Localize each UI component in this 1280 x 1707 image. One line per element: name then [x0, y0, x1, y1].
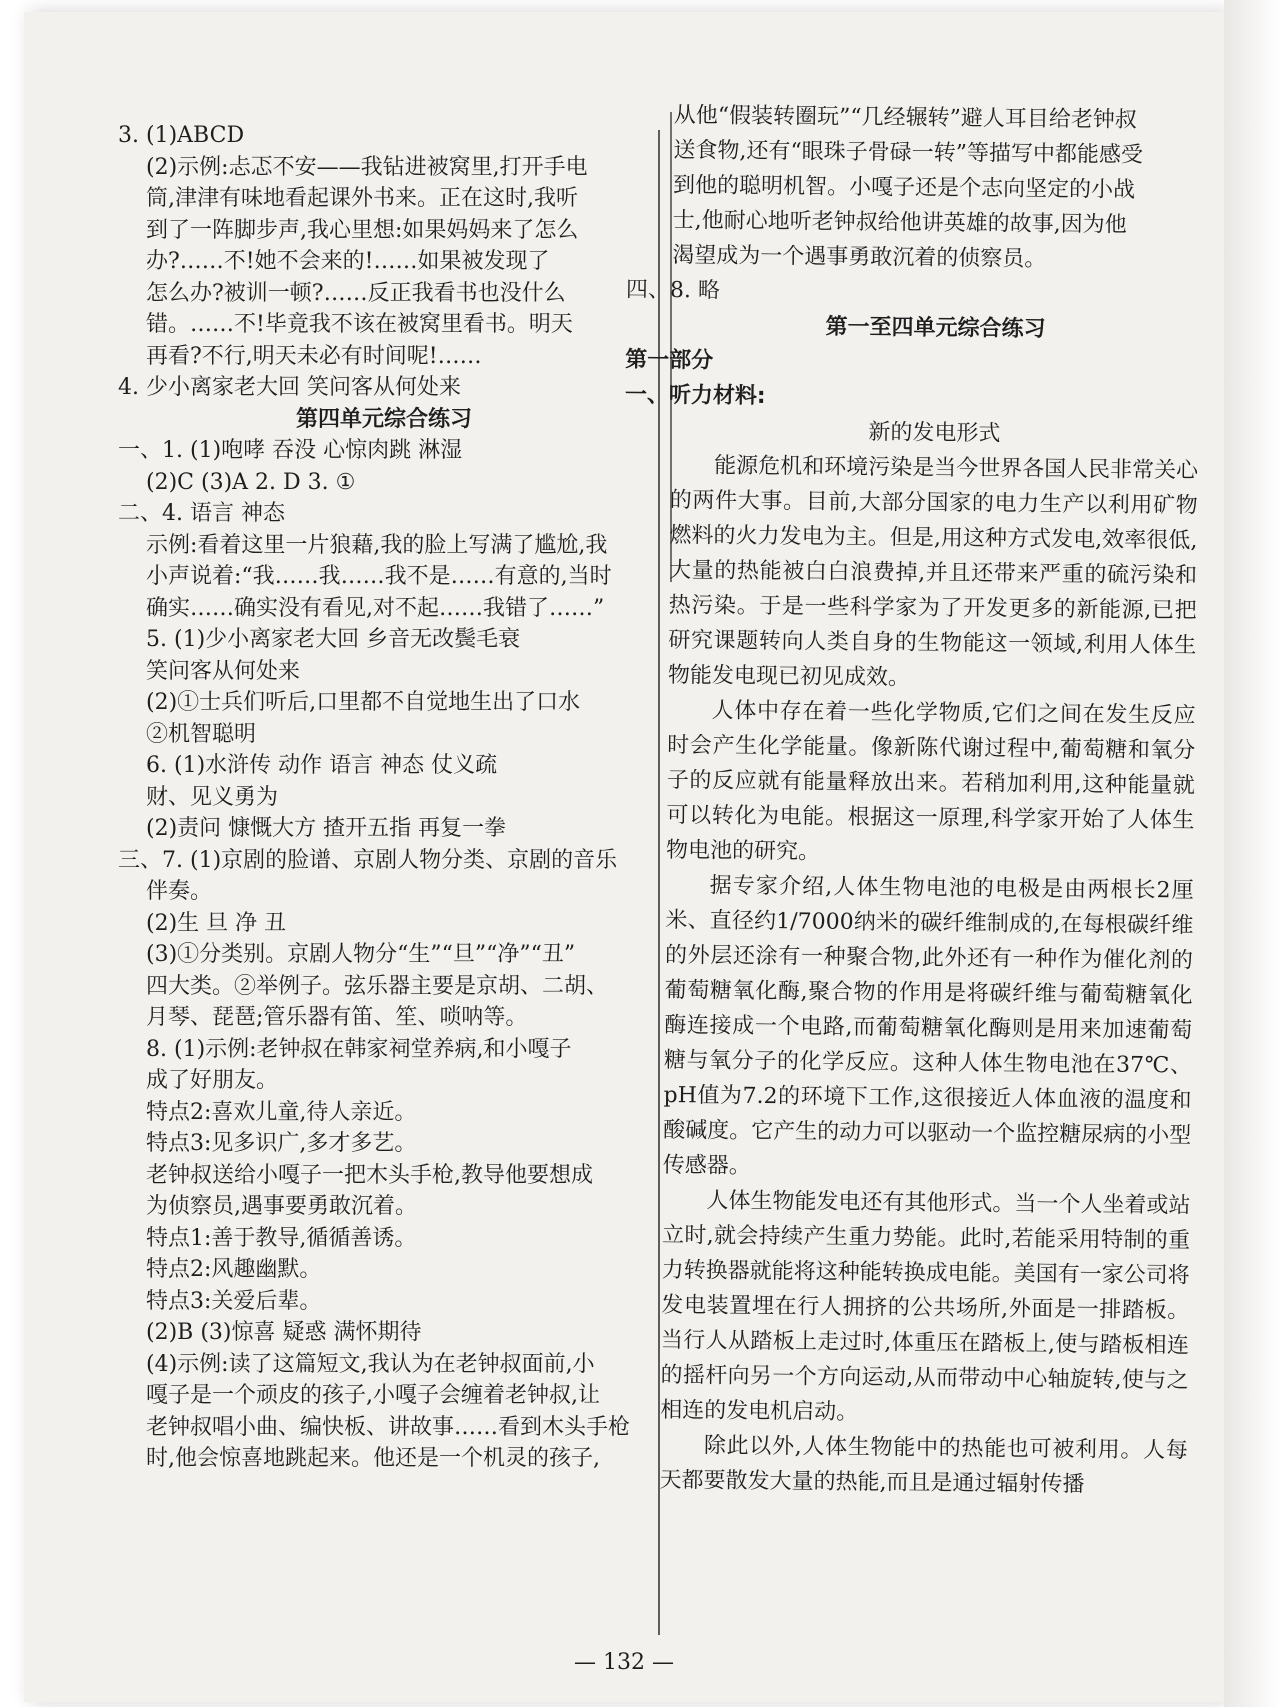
article-paragraph: 能源危机和环境污染是当今世界各国人民非常关心的两件大事。目前,大部分国家的电力生产以利用矿物燃料的火力发电为主。但是,用这种方式发电,效率很低,大量的热能被白白浪费掉,并且还带来严重的硫污染和热污染。于是一些科学家为了开发更多的新能源,已把研究课题转向人类自身的生物能这一领域,利用人体生物能发电现已初见成效。	[667, 453, 1199, 691]
text-line: (2)B (3)惊喜 疑惑 满怀期待	[146, 1320, 422, 1345]
article-title: 新的发电形式	[868, 420, 1001, 447]
text-line: 5. (1)少小离家老大回 乡音无改鬓毛衰	[146, 627, 521, 652]
text-line: (3)①分类别。京剧人物分“生”“旦”“净”“丑”	[146, 942, 576, 967]
text-line: 三、7. (1)京剧的脸谱、京剧人物分类、京剧的音乐	[118, 847, 618, 873]
text-line: 错。……不!毕竟我不该在被窝里看书。明天	[146, 312, 573, 337]
text-line: 6. (1)水浒传 动作 语言 神态 仗义疏	[146, 753, 498, 778]
text-line: 8. (1)示例:老钟叔在韩家祠堂养病,和小嘎子	[146, 1036, 572, 1062]
text-line: 笑问客从何处来	[146, 658, 301, 684]
text-line: 老钟叔送给小嘎子一把木头手枪,教导他要想成	[146, 1162, 593, 1188]
answer-column-left	[118, 120, 650, 1475]
text-line: (2)责问 慷慨大方 揸开五指 再复一拳	[146, 816, 507, 841]
text-line: 怎么办?被训一顿?……反正我看书也没什么	[146, 280, 566, 306]
article-paragraph: 人体生物能发电还有其他形式。当一个人坐着或站立时,就会持续产生重力势能。此时,若能采用特制的重力转换器就能将这种能转换成电能。美国有一家公司将发电装置埋在行人拥挤的公共场所,外面是一排踏板。当行人从踏板上走过时,体重压在踏板上,使与踏板相连的摇杆向另一个方向运动,从而带动中心轴旋转,使与之相连的发电机启动。	[660, 1188, 1191, 1426]
text-line: 为侦察员,遇事要勇敢沉着。	[146, 1194, 417, 1219]
text-line: 到了一阵脚步声,我心里想:如果妈妈来了怎么	[146, 217, 579, 243]
text-line: ②机智聪明	[146, 721, 257, 747]
listening-label: 一、听力材料:	[624, 382, 766, 409]
section-title: 第一至四单元综合练习	[825, 314, 1046, 342]
text-line: (4)示例:读了这篇短文,我认为在老钟叔面前,小	[146, 1351, 595, 1377]
book-page	[24, 12, 1224, 1702]
text-line: (2)示例:忐忑不安——我钻进被窝里,打开手电	[146, 154, 588, 180]
text-line: 伴奏。	[146, 879, 213, 904]
text-line: 成了好朋友。	[146, 1068, 279, 1093]
text-line: (2)生 旦 净 丑	[146, 910, 287, 936]
page-edge-shadow	[1224, 0, 1280, 1707]
text-line: (2)①士兵们听后,口里都不自觉地生出了口水	[146, 690, 581, 715]
article-paragraph: 人体中存在着一些化学物质,它们之间在发生反应时会产生化学能量。像新陈代谢过程中,葡萄糖和氧分子的反应就有能量释放出来。若稍加利用,这种能量就可以转化为电能。根据这一原理,科学家开始了人体生物电池的研究。	[665, 698, 1196, 865]
text-line: 二、4. 语言 神态	[118, 501, 285, 526]
text-line: 特点2:喜欢儿童,待人亲近。	[146, 1099, 417, 1125]
text-line: 确实……确实没有看见,对不起……我错了……”	[146, 595, 605, 621]
text-line: 示例:看着这里一片狼藉,我的脸上写满了尴尬,我	[146, 532, 608, 558]
text-line: 月琴、琵琶;管乐器有笛、笙、唢呐等。	[146, 1005, 528, 1030]
text-line: 筒,津津有味地看起课外书来。正在这时,我听	[146, 186, 578, 211]
article-paragraph: 除此以外,人体生物能中的热能也可被利用。人每天都要散发大量的热能,而且是通过辐射传播	[659, 1433, 1188, 1498]
text-line: 再看?不行,明天未必有时间呢!……	[146, 343, 482, 369]
text-line: 3. (1)ABCD	[118, 123, 245, 148]
text-line: 特点3:关爱后辈。	[146, 1288, 322, 1314]
text-line: 士,他耐心地听老钟叔给他讲英雄的故事,因为他	[672, 207, 1127, 238]
text-line: 特点3:见多识广,多才多艺。	[146, 1131, 417, 1156]
text-line: 特点2:风趣幽默。	[146, 1257, 322, 1282]
text-line: 4. 少小离家老大回 笑问客从何处来	[118, 375, 461, 400]
text-line: 送食物,还有“眼珠子骨碌一转”等描写中都能感受	[673, 137, 1144, 168]
part-label: 第一部分	[625, 347, 714, 374]
section-heading: 第四单元综合练习	[295, 406, 472, 432]
text-line: 小声说着:“我……我……我不是……有意的,当时	[146, 564, 612, 589]
page-number: — 132 —	[574, 1650, 674, 1675]
text-line: (2)C (3)A 2. D 3. ①	[146, 469, 356, 495]
answer-column-right	[624, 98, 1202, 1503]
text-line: 办?……不!她不会来的!……如果被发现了	[146, 249, 550, 274]
item-4-8: 四、8. 略	[625, 277, 721, 304]
text-line: 一、1. (1)咆哮 吞没 心惊肉跳 淋湿	[118, 438, 463, 463]
text-line: 到他的聪明机智。小嘎子还是个志向坚定的小战	[672, 172, 1136, 203]
text-line: 渴望成为一个遇事勇敢沉着的侦察员。	[672, 242, 1047, 272]
article-paragraph: 据专家介绍,人体生物电池的电极是由两根长2厘米、直径约1/7000纳米的碳纤维制成的,在每根碳纤维的外层还涂有一种聚合物,此外还有一种作为催化剂的葡萄糖氧化酶,聚合物的作用是将碳纤维与葡萄糖氧化酶连接成一个电路,而葡萄糖氧化酶则是用来加速葡萄糖与氧分子的化学反应。这种人体生物电池在37℃、pH值为7.2的环境下工作,这很接近人体血液的温度和酸碱度。它产生的动力可以驱动一个监控糖尿病的小型传感器。	[662, 873, 1194, 1179]
text-line: 嘎子是一个顽皮的孩子,小嘎子会缠着老钟叔,让	[146, 1383, 600, 1408]
text-line: 四大类。②举例子。弦乐器主要是京胡、二胡、	[146, 973, 609, 999]
text-line: 特点1:善于教导,循循善诱。	[146, 1225, 417, 1251]
text-line: 从他“假装转圈玩”“几经辗转”避人耳目给老钟叔	[673, 102, 1137, 133]
text-line: 时,他会惊喜地跳起来。他还是一个机灵的孩子,	[146, 1446, 600, 1471]
text-line: 财、见义勇为	[146, 784, 279, 810]
text-line: 老钟叔唱小曲、编快板、讲故事……看到木头手枪	[146, 1414, 631, 1440]
